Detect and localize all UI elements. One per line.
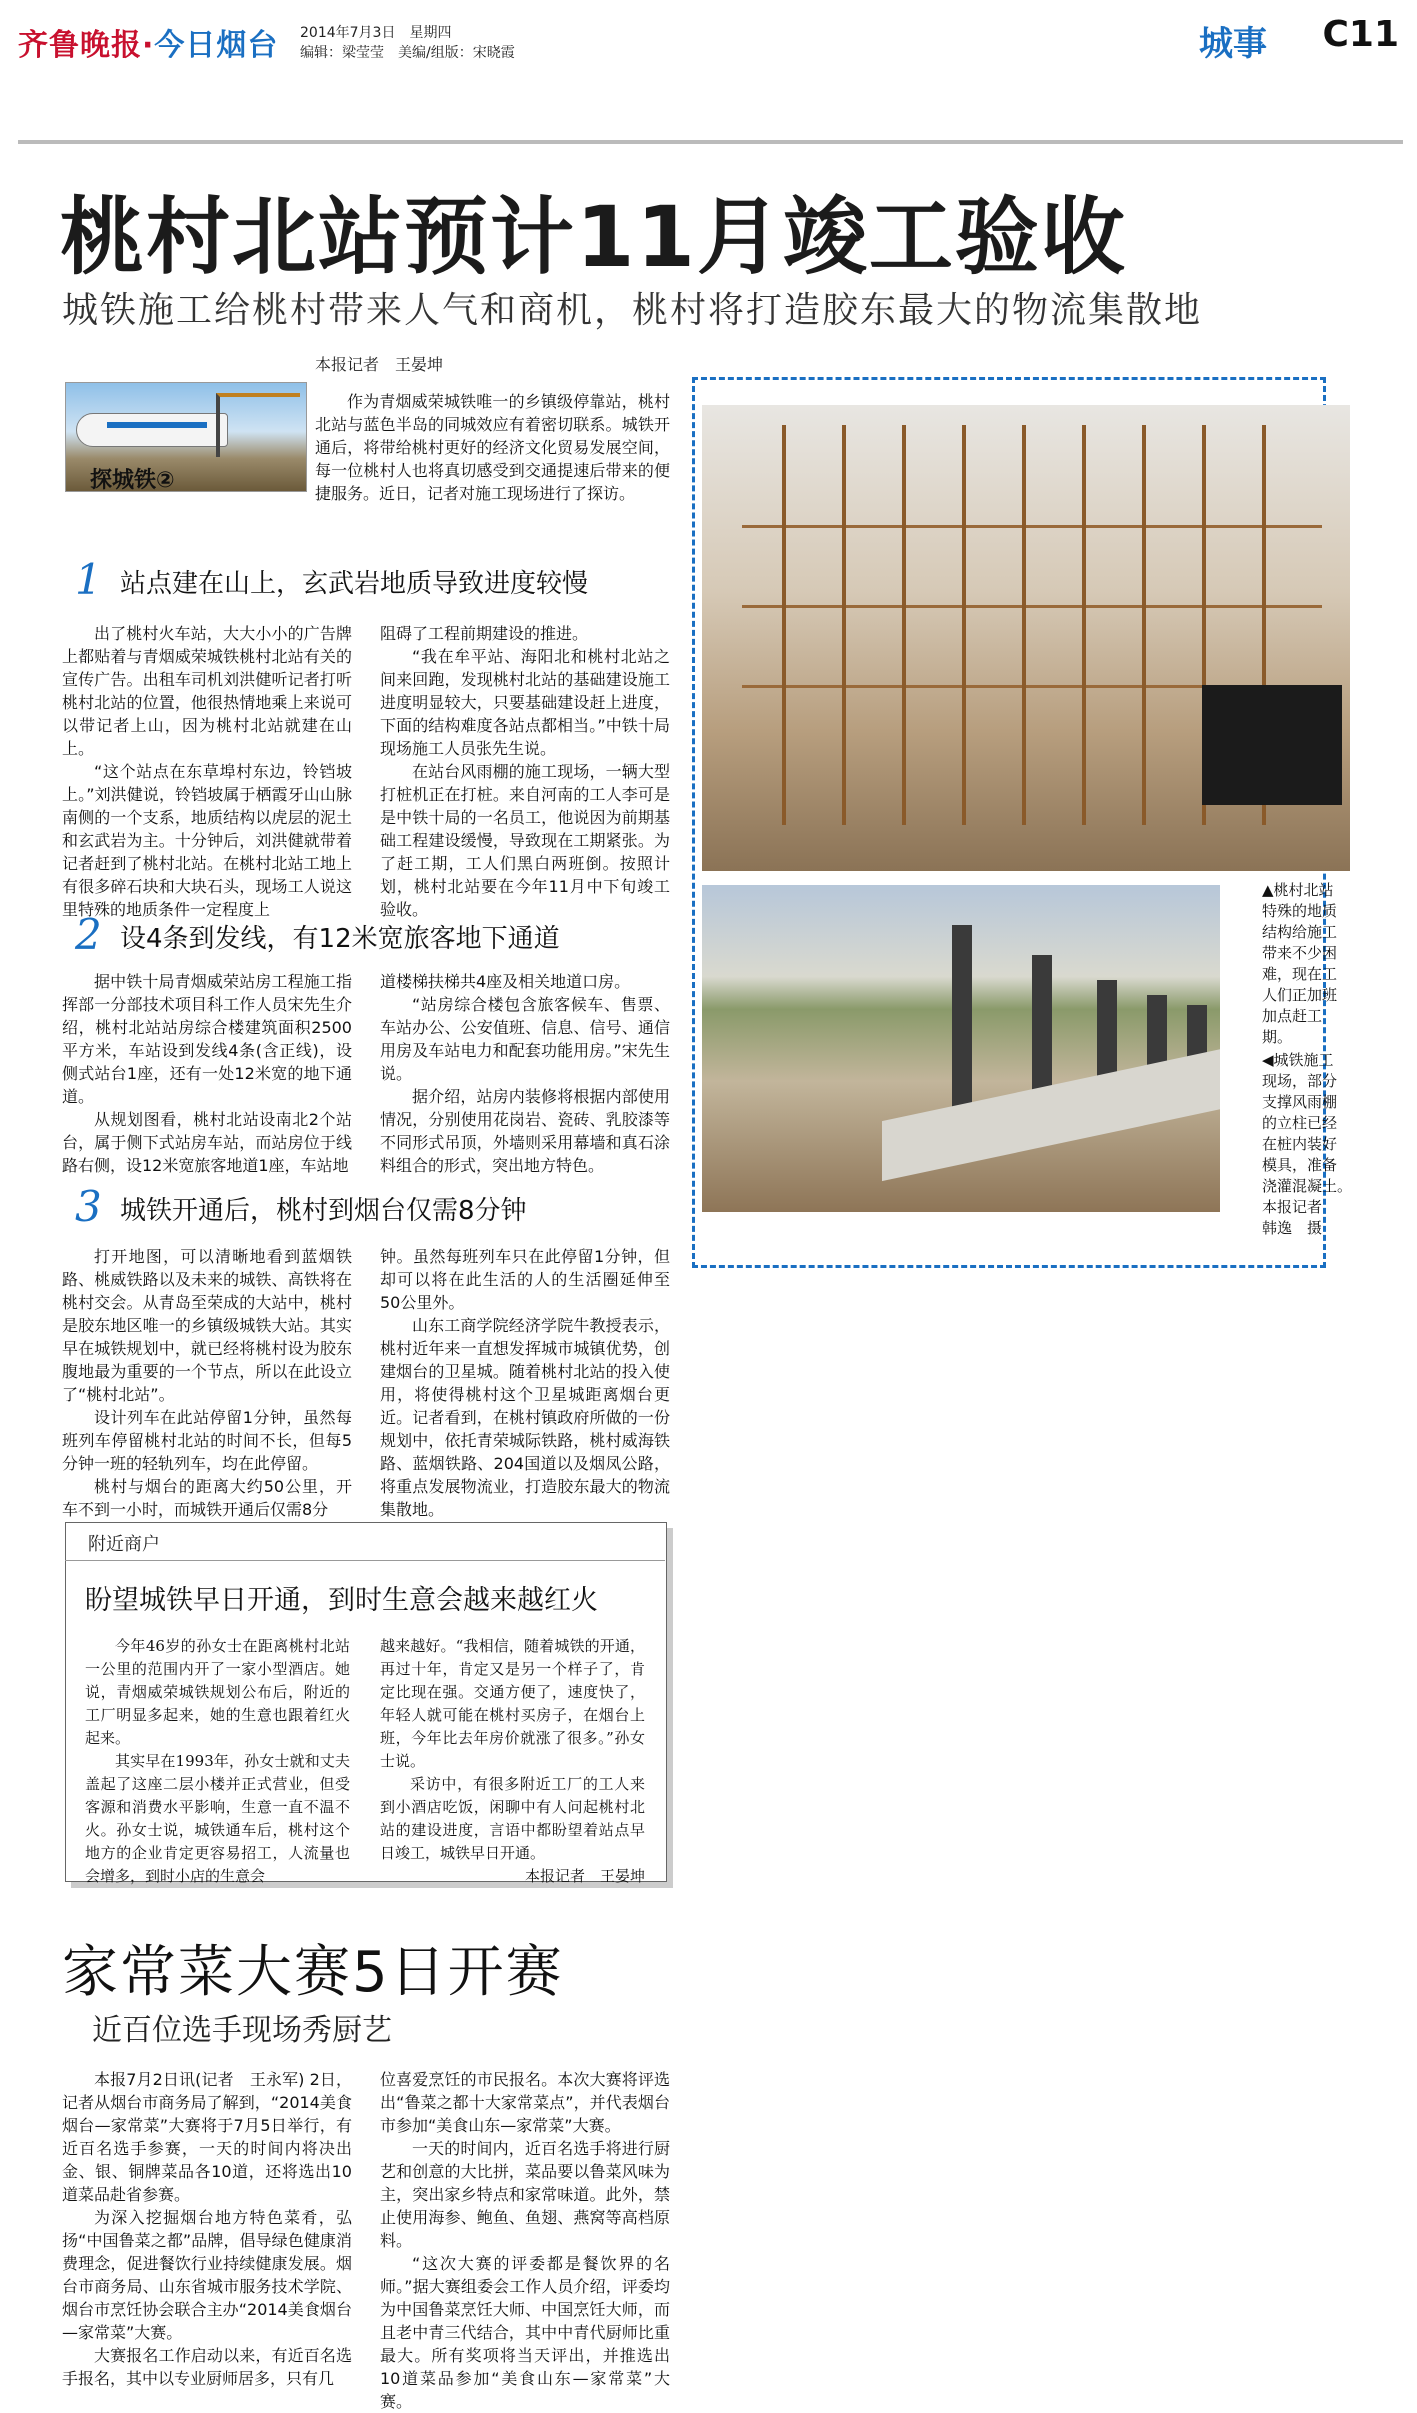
article2-subheadline: 近百位选手现场秀厨艺 bbox=[92, 2013, 392, 2048]
editor-credits: 编辑：梁莹莹 美编/组版：宋晓霞 bbox=[300, 45, 515, 61]
section-3-left-column: 打开地图，可以清晰地看到蓝烟铁路、桃威铁路以及未来的城铁、高铁将在桃村交会。从青岛至荣成的大站中，桃村是胶东地区唯一的乡镇级城铁大站。其实早在城铁规划中，就已经将桃村设为胶东腹地最为重要的一个节点，所以在此设立了“桃村北站”。 设计列车在此站停留1分钟，虽然每班列车停留桃村北站的时间不长，但每5分钟一班的轻轨列车，均在此停留。 桃村与烟台的距离大约50公里，开车不到一小时，而城铁开通后仅需8分 bbox=[62, 1247, 352, 1519]
article-intro: 作为青烟威荣城铁唯一的乡镇级停靠站，桃村北站与蓝色半岛的同城效应有着密切联系。城铁开通后，将带给桃村更好的经济文化贸易发展空间，每一位桃村人也将真切感受到交通提速后带来的便捷服务。近日，记者对施工现场进行了探访。 bbox=[315, 392, 670, 503]
newspaper-masthead bbox=[18, 20, 278, 64]
section-2-number: 2 bbox=[75, 910, 102, 959]
article-byline: 本报记者 王晏坤 bbox=[315, 355, 444, 374]
page-number: C11 bbox=[1322, 14, 1399, 55]
section-3-number: 3 bbox=[75, 1182, 102, 1231]
section-2-right-column: 道楼梯扶梯共4座及相关地道口房。 “站房综合楼包含旅客候车、售票、车站办公、公安值班、信息、信号、通信用房及车站电力和配套功能用房。”宋先生说。 据介绍，站房内装修将根据内部使用情况，分别使用花岗岩、瓷砖、乳胶漆等不同形式吊顶，外墙则采用幕墙和真石涂料组合的形式，突出地方特色。 bbox=[380, 972, 670, 1175]
sidebar-divider bbox=[65, 1560, 665, 1561]
header-divider bbox=[18, 140, 1403, 144]
sidebar-byline: 本报记者 王晏坤 bbox=[524, 1867, 645, 1885]
edition-name: 今日烟台 bbox=[154, 28, 279, 63]
photo-caption-2: ◀城铁施工现场，部分支撑风雨棚的立柱已经在桩内装好模具，准备浇灌混凝土。 本报记者 韩逸 摄 bbox=[1262, 1051, 1360, 1237]
section-2-left-column: 据中铁十局青烟威荣站房工程施工指挥部一分部技术项目科工作人员宋先生介绍，桃村北站站房综合楼建筑面积2500平方米，车站设到发线4条(含正线)，设侧式站台1座，还有一处12米宽的地下通道。 从规划图看，桃村北站设南北2个站台，属于侧下式站房车站，而站房位于线路右侧，设12米宽旅客地道1座，车站地 bbox=[62, 972, 352, 1175]
section-1-right-column: 阻碍了工程前期建设的推进。 “我在牟平站、海阳北和桃村北站之间来回跑，发现桃村北站的基础建设施工进度明显较大，只要基础建设赶上进度，下面的结构难度各站点都相当。”中铁十局现场施工人员张先生说。 在站台风雨棚的施工现场，一辆大型打桩机正在打桩。来自河南的工人李可是是中铁十局的一名员工，他说因为前期基础工程建设缓慢，导致现在工期紧张。为了赶工期，工人们黑白两班倒。按照计划，桃村北站要在今年11月中下旬竣工验收。 bbox=[380, 624, 670, 919]
series-badge-label: 探城铁② bbox=[90, 468, 175, 493]
train-icon bbox=[76, 413, 228, 447]
photo-caption-1: ▲桃村北站特殊的地质结构给施工带来不少困难，现在工人们正加班加点赶工期。 bbox=[1262, 881, 1338, 1046]
section-2-title: 设4条到发线，有12米宽旅客地下通道 bbox=[120, 924, 560, 954]
section-name: 城事 bbox=[1199, 24, 1267, 64]
section-1-title: 站点建在山上，玄武岩地质导致进度较慢 bbox=[120, 569, 589, 599]
sidebar-title: 盼望城铁早日开通，到时生意会越来越红火 bbox=[85, 1585, 598, 1616]
main-subheadline: 城铁施工给桃村带来人气和商机，桃村将打造胶东最大的物流集散地 bbox=[62, 290, 1203, 331]
section-1-left-column: 出了桃村火车站，大大小小的广告牌上都贴着与青烟威荣城铁桃村北站有关的宣传广告。出租车司机刘洪健听记者打听桃村北站的位置，他很热情地乘上来说可以带记者上山，因为桃村北站就建在山上。 “这个站点在东草埠村东边，铃铛坡上。”刘洪健说，铃铛坡属于栖霞牙山山脉南侧的一个支系，地质结构以虎层的泥土和玄武岩为主。十分钟后，刘洪健就带着记者赶到了桃村北站。在桃村北站工地上有很多碎石块和大块石头，现场工人说这里特殊的地质条件一定程度上 bbox=[62, 624, 352, 919]
section-3-right-column: 钟。虽然每班列车只在此停留1分钟，但却可以将在此生活的人的生活圈延伸至50公里外。 山东工商学院经济学院牛教授表示，桃村近年来一直想发挥城市城镇优势，创建烟台的卫星城。随着桃村北站的投入使用，将使得桃村这个卫星城距离烟台更近。记者看到，在桃村镇政府所做的一份规划中，依托青荣城际铁路，桃村威海铁路、蓝烟铁路、204国道以及烟凤公路，将重点发展物流业，打造胶东最大的物流集散地。 bbox=[380, 1247, 670, 1519]
section-3-title: 城铁开通后，桃村到烟台仅需8分钟 bbox=[120, 1196, 527, 1226]
issue-date: 2014年7月3日 星期四 bbox=[300, 25, 452, 41]
sidebar-left-column: 今年46岁的孙女士在距离桃村北站一公里的范围内开了一家小型酒店。她说，青烟威荣城铁规划公布后，附近的工厂明显多起来，她的生意也跟着红火起来。 其实早在1993年，孙女士就和丈夫盖起了这座二层小楼并正式营业，但受客源和消费水平影响，生意一直不温不火。孙女士说，城铁通车后，桃村这个地方的企业肯定更容易招工，人流量也会增多，到时小店的生意会 bbox=[85, 1637, 350, 1885]
platform-pillars-photo bbox=[702, 885, 1220, 1212]
brand-separator: · bbox=[142, 28, 155, 63]
sidebar-right-column: 越来越好。“我相信，随着城铁的开通，再过十年，肯定又是另一个样子了，肯定比现在强。交通方便了，速度快了，年轻人就可能在桃村买房子，在烟台上班，今年比去年房价就涨了很多。”孙女士说。 采访中，有很多附近工厂的工人来到小酒店吃饭，闲聊中有人问起桃村北站的建设进度，言语中都盼望着站点早日竣工，城铁早日开通。 本报记者 王晏坤 bbox=[380, 1635, 645, 1888]
main-headline: 桃村北站预计11月竣工验收 bbox=[60, 188, 1127, 286]
brand-name: 齐鲁晚报 bbox=[18, 28, 142, 63]
article2-right-column: 位喜爱烹饪的市民报名。本次大赛将评选出“鲁菜之都十大家常菜点”，并代表烟台市参加“美食山东—家常菜”大赛。 一天的时间内，近百名选手将进行厨艺和创意的大比拼，菜品要以鲁菜风味为主，突出家乡特点和家常味道。此外，禁止使用海参、鲍鱼、鱼翅、燕窝等高档原料。 “这次大赛的评委都是餐饮界的名师。”据大赛组委会工作人员介绍，评委均为中国鲁菜烹饪大师、中国烹饪大师，而且老中青三代结合，其中中青代厨师比重最大。所有奖项将当天评出，并推选出10道菜品参加“美食山东—家常菜”大赛。 bbox=[380, 2070, 670, 2411]
sidebar-label: 附近商户 bbox=[88, 1534, 160, 1555]
construction-icon bbox=[216, 393, 300, 457]
construction-scaffold-photo bbox=[702, 405, 1350, 871]
section-1-number: 1 bbox=[75, 555, 102, 604]
article2-left-column: 本报7月2日讯(记者 王永军) 2日，记者从烟台市商务局了解到，“2014美食烟台—家常菜”大赛将于7月5日举行，有近百名选手参赛，一天的时间内将决出金、银、铜牌菜品各10道，还将选出10道菜品赴省参赛。 为深入挖掘烟台地方特色菜肴，弘扬“中国鲁菜之都”品牌，倡导绿色健康消费理念，促进餐饮行业持续健康发展。烟台市商务局、山东省城市服务技术学院、烟台市烹饪协会联合主办“2014美食烟台—家常菜”大赛。 大赛报名工作启动以来，有近百名选手报名，其中以专业厨师居多，只有几 bbox=[62, 2070, 352, 2388]
article2-headline: 家常菜大赛5日开赛 bbox=[62, 1940, 564, 2005]
